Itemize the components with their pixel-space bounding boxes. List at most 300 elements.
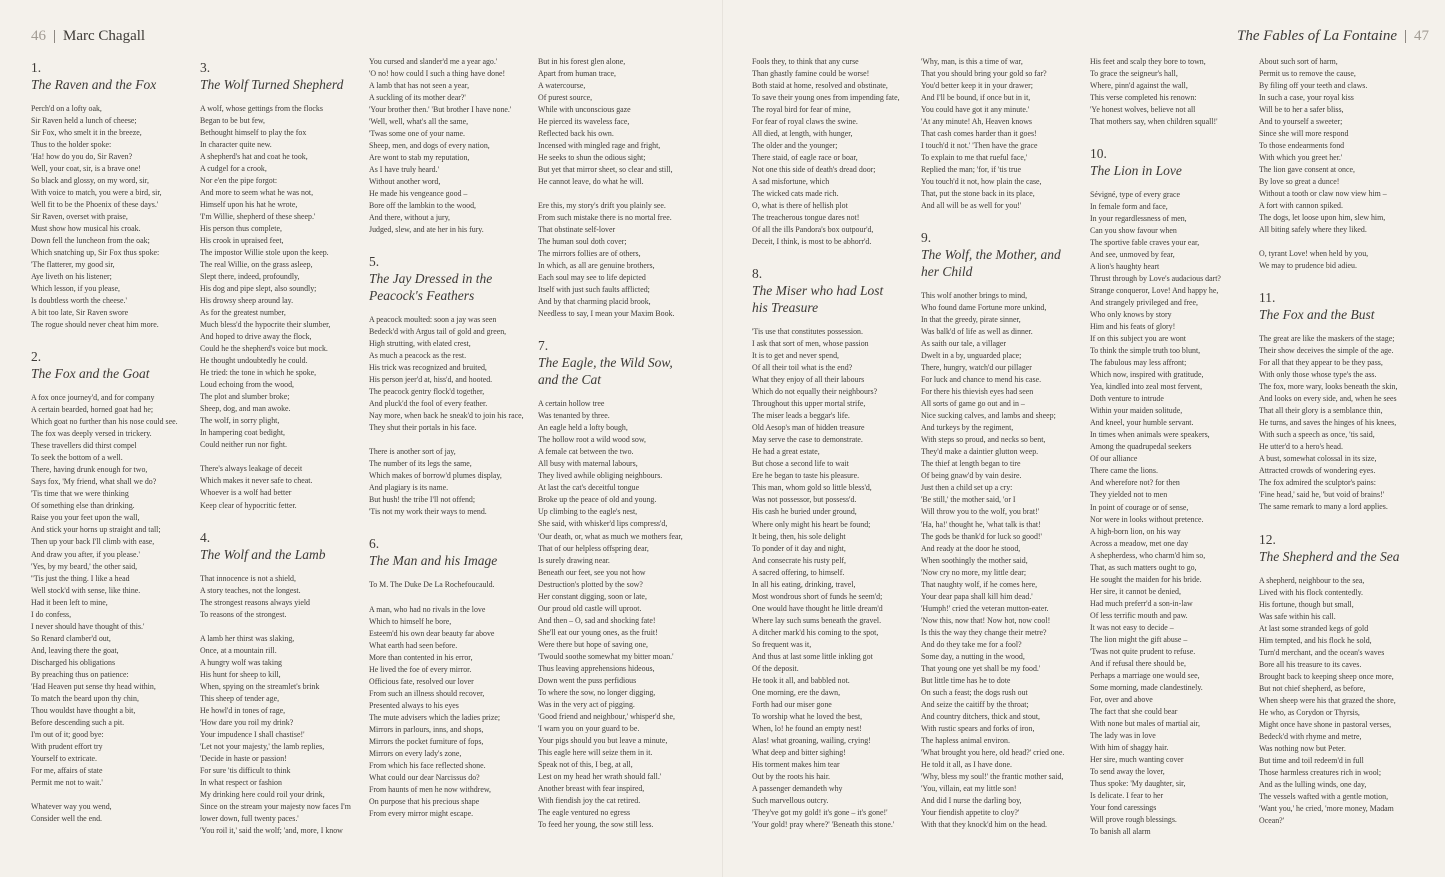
verse-line: Of being gnaw'd by vain desire. <box>921 471 1022 481</box>
verse-line: Your dear papa shall kill him dead.' <box>921 591 1033 601</box>
verse-line: Down fell the luncheon from the oak; <box>31 236 150 246</box>
verse-line: Began to be but few, <box>200 116 266 126</box>
verse-line: A lion's haughty heart <box>1090 262 1160 272</box>
verse-line: His torment makes him tear <box>752 759 840 769</box>
fable <box>752 266 912 831</box>
verse-line: As for the greatest number, <box>200 308 286 318</box>
verse-line: A man, who had no rivals in the love <box>369 604 486 614</box>
left-running-head: Marc Chagall <box>63 28 146 44</box>
verse-line: A watercourse, <box>538 81 586 91</box>
verse-line: Much bless'd the hypocrite their slumber, <box>200 320 331 330</box>
verse-line: Which snatching up, Sir Fox thus spoke: <box>31 248 160 258</box>
verse-line: Perhaps a marriage one would see, <box>1090 670 1200 680</box>
verse-line: 'Let not your majesty,' the lamb replies, <box>200 741 325 751</box>
verse-line: His feet and scalp they bore to town, <box>1090 57 1206 66</box>
verse-line: Of the deposit. <box>752 663 799 673</box>
stanza <box>31 801 191 825</box>
fable-number: 1. <box>31 60 42 75</box>
verse-line: Throughout this upper mortal strife, <box>752 399 866 409</box>
verse-line: 'You, villain, eat my little son! <box>921 783 1017 793</box>
verse-line: His crook in upraised feet, <box>200 236 284 246</box>
verse-line: 'Humph!' cried the veteran mutton-eater. <box>921 603 1049 613</box>
verse-line: You'd better keep it in your drawer; <box>921 81 1033 91</box>
verse-line: By filing off your teeth and claws. <box>1259 81 1368 91</box>
verse-line: Well, your coat, sir, is a brave one! <box>31 164 141 174</box>
verse-line: A story teaches, not the longest. <box>200 585 301 595</box>
verse-line: And all will be as well for you!' <box>921 201 1022 211</box>
verse-line: There's always leakage of deceit <box>200 464 303 474</box>
verse-line: That, put the stone back in its place, <box>921 189 1035 199</box>
verse-line: Most wondrous short of funds he seem'd; <box>752 591 883 601</box>
verse-line: The miser leads a beggar's life. <box>752 411 850 421</box>
verse-line: 'Tis not my work their ways to mend. <box>369 507 487 517</box>
verse-line: With voice to match, you were a bird, sir, <box>31 188 162 198</box>
verse-line: All biting safely where they liked. <box>1259 225 1367 235</box>
verse-line: Judged, slew, and ate her in his fury. <box>369 225 484 235</box>
verse-line: Nor were in looks without pretence. <box>1090 514 1204 524</box>
verse-line: The mirrors follies are of others, <box>538 249 641 259</box>
verse-line: Where lay such sums beneath the gravel. <box>752 615 882 625</box>
verse-line: His cash he buried under ground, <box>752 507 857 517</box>
verse-line: Must show how musical his croak. <box>31 224 141 234</box>
verse-line: O, what is there of hellish plot <box>752 201 848 211</box>
fable-number: 8. <box>752 266 763 282</box>
fable-title: The Fox and the Goat <box>31 366 150 382</box>
verse-line: Her sire, it cannot be denied, <box>1090 586 1181 596</box>
verse-line: To save their young ones from impending fate, <box>752 93 900 103</box>
verse-line: 'The flatterer, my good sir, <box>31 260 115 270</box>
fable-title: The Wolf Turned Shepherd <box>200 77 344 92</box>
fable-number: 2. <box>31 349 42 365</box>
verse-line: Which lesson, if you please, <box>31 284 120 294</box>
verse-line: That you should bring your gold so far? <box>921 69 1047 79</box>
verse-line: Can you show favour when <box>1090 226 1177 236</box>
verse-line: Mirrors in parlours, inns, and shops, <box>369 724 484 734</box>
verse-line: 'Fine head,' said he, 'but void of brains!' <box>1259 490 1385 500</box>
verse-line: And if refusal there should be, <box>1090 658 1186 668</box>
fable-title: The Miser who had Lost his Treasure <box>752 283 884 316</box>
verse-line: 'At any minute! Ah, Heaven knows <box>921 117 1032 127</box>
verse-line: Thrust through by Love's audacious dart? <box>1090 274 1221 284</box>
verse-line: Up climbing to the eagle's nest, <box>538 507 638 517</box>
verse-line: 'Ha, ha!' thought he, 'what talk is that! <box>921 519 1041 529</box>
verse-line: Bethought himself to play the fox <box>200 128 307 138</box>
verse-line: He sought the maiden for his bride. <box>1090 574 1202 584</box>
verse-line: Was tenanted by three. <box>538 411 610 421</box>
verse-line: Esteem'd his own dear beauty far above <box>369 628 495 638</box>
verse-line: And, leaving there the goat, <box>31 645 119 655</box>
verse-line: All sorts of game go out and in – <box>921 399 1025 409</box>
verse-line: Will prove rough blessings. <box>1090 814 1177 824</box>
verse-line: A peacock moulted: soon a jay was seen <box>369 315 497 325</box>
verse-line: The great are like the maskers of the stage; <box>1259 334 1395 344</box>
verse-line: And thus at last some little inkling got <box>752 651 873 661</box>
verse-line: She said, with whisker'd lips compress'd, <box>538 519 668 529</box>
fable <box>31 60 191 331</box>
verse-line: Raise you your feet upon the wall, <box>31 513 140 523</box>
verse-line: By love so great a dunce! <box>1259 177 1340 187</box>
verse-line: A sad misfortune, which <box>752 177 830 187</box>
verse-line: What they enjoy of all their labours <box>752 375 865 385</box>
verse-line: I ask that sort of men, whose passion <box>752 339 869 349</box>
fable <box>31 349 191 825</box>
verse-line: The eagle ventured no egress <box>538 807 631 817</box>
verse-line: From which his face reflected shone. <box>369 760 486 770</box>
right-running-head: The Fables of La Fontaine <box>1236 28 1397 44</box>
verse-line: It being, then, his sole delight <box>752 531 846 541</box>
verse-line: Such marvellous outcry. <box>752 795 829 805</box>
verse-line: Without another word, <box>369 177 441 187</box>
verse-line: That all their glory is a semblance thin, <box>1259 406 1383 416</box>
fable-number: 4. <box>200 529 211 545</box>
verse-line: Was not possessor, but possess'd. <box>752 495 857 505</box>
fable-heading <box>1259 532 1419 565</box>
verse-line: He made his vengeance good – <box>369 189 468 199</box>
verse-line: What earth had seen before. <box>369 640 458 650</box>
verse-line: Among the quadrupedal seekers <box>1090 442 1192 452</box>
verse-line: Before descending such a pit. <box>31 717 125 727</box>
stanza <box>200 633 360 837</box>
verse-line: Lived with his flock contentedly. <box>1259 587 1364 597</box>
fable-title: The Wolf, the Mother, and her Child <box>921 247 1061 280</box>
fable-title: The Wolf and the Lamb <box>200 546 326 562</box>
verse-line: The fabulous may less affront; <box>1090 358 1187 368</box>
verse-line: To M. The Duke De La Rochefoucauld. <box>369 580 495 590</box>
verse-line: To those endearments fond <box>1259 141 1345 151</box>
verse-line: Sévigné, type of every grace <box>1090 190 1181 200</box>
verse-line: Ocean?' <box>1259 815 1285 825</box>
verse-line: 'Our death, or, what as much we mothers fear, <box>538 531 683 541</box>
verse-line: He tried: the tone in which he spoke, <box>200 368 317 378</box>
verse-line: When soothingly the mother said, <box>921 555 1028 565</box>
fable <box>369 56 529 236</box>
verse-line: He howl'd in tones of rage, <box>200 705 286 715</box>
verse-line: My drinking here could roil your drink, <box>200 789 325 799</box>
stanza <box>31 103 191 331</box>
fable-heading <box>921 230 1081 280</box>
verse-line: A hungry wolf was taking <box>200 657 282 667</box>
verse-line: The lady was in love <box>1090 730 1156 740</box>
verse-line: A cudgel for a crook, <box>200 164 267 174</box>
verse-line: This verse completed his renown: <box>1090 93 1197 103</box>
verse-line: Permit me not to wait.' <box>31 777 103 787</box>
verse-line: Some morning, made clandestinely. <box>1090 682 1203 692</box>
verse-line: Sheep, men, and dogs of every nation, <box>369 141 490 151</box>
verse-line: Both staid at home, resolved and obstinate, <box>752 81 888 91</box>
verse-line: Could he the shepherd's voice but mock. <box>200 344 328 354</box>
verse-line: It was not easy to decide – <box>1090 622 1174 632</box>
stanza <box>369 446 529 518</box>
verse-line: Our proud old castle will uproot. <box>538 603 642 613</box>
verse-line: And turkeys by the regiment, <box>921 423 1014 433</box>
verse-line: A female cat between the two. <box>538 447 634 457</box>
verse-line: That naughty wolf, if he comes here, <box>921 579 1038 589</box>
verse-line: The wolf, in sorry plight, <box>200 416 280 426</box>
verse-line: And I'll be bound, if once but in it, <box>921 93 1031 103</box>
verse-line: To ponder of it day and night, <box>752 543 846 553</box>
verse-line: Nor e'en the pipe forgot: <box>200 176 278 186</box>
fable <box>1259 290 1419 513</box>
verse-line: A bit too late, Sir Raven swore <box>31 308 129 318</box>
verse-line: 'Yes, by my beard,' the other said, <box>31 561 138 571</box>
fable-number: 9. <box>921 230 932 246</box>
verse-line: With only those whose type's the ass. <box>1259 370 1377 380</box>
verse-line: With such a speech as once, 'tis said, <box>1259 430 1375 440</box>
text-column <box>1259 56 1419 845</box>
left-page-header <box>31 26 145 46</box>
stanza <box>200 103 360 451</box>
verse-line: And did I nurse the darling boy, <box>921 795 1022 805</box>
text-column <box>200 56 360 855</box>
verse-line: On purpose that his precious shape <box>369 796 480 806</box>
verse-line: If on this subject you are wont <box>1090 334 1186 344</box>
verse-line: The real Willie, on the grass asleep, <box>200 260 313 270</box>
verse-line: He turns, and saves the hinges of his knees, <box>1259 418 1397 428</box>
verse-line: 'They've got my gold! it's gone – it's gone!' <box>752 807 888 817</box>
verse-line: Well stock'd with sense, like thine. <box>31 585 141 595</box>
fable-heading <box>1090 146 1250 179</box>
verse-line: For there his thievish eyes had seen <box>921 387 1034 397</box>
verse-line: Speak not of this, I beg, at all, <box>538 759 633 769</box>
verse-line: The human soul doth cover; <box>538 237 627 247</box>
verse-line: To send away the lover, <box>1090 766 1165 776</box>
verse-line: Slept there, indeed, profoundly, <box>200 272 300 282</box>
fable-title: The Shepherd and the Sea <box>1259 548 1400 564</box>
verse-line: Which goat no further than his nose could see. <box>31 417 178 427</box>
verse-line: And by that charming placid brook, <box>538 297 651 307</box>
verse-line: Your impudence I shall chastise!' <box>200 729 305 739</box>
text-column <box>921 56 1081 849</box>
verse-line: And do they take me for a fool? <box>921 639 1022 649</box>
stanza <box>752 326 912 831</box>
verse-line: From such mistake there is no mortal free. <box>538 213 672 223</box>
verse-line: Of our alliance <box>1090 454 1138 464</box>
verse-line: Which now, inspired with gratitude, <box>1090 370 1204 380</box>
left-page-number: 46 <box>31 28 46 44</box>
stanza <box>1090 189 1250 838</box>
fable <box>200 60 360 512</box>
verse-line: 'Twould soothe somewhat my bitter moan.' <box>538 651 674 661</box>
verse-line: Needless to say, I mean your Maxim Book. <box>538 309 675 319</box>
verse-line: And looks on every side, and, when he sees <box>1259 394 1397 404</box>
verse-line: I'm out of it; good bye: <box>31 729 104 739</box>
stanza <box>200 463 360 511</box>
verse-line: With steps so proud, and necks so bent, <box>921 435 1046 445</box>
verse-line: 'Tis time that we were thinking <box>31 489 129 499</box>
verse-line: 'I warn you on your guard to be. <box>538 723 640 733</box>
verse-line: The fox, more wary, looks beneath the skin, <box>1259 382 1398 392</box>
verse-line: 'Ha! how do you do, Sir Raven? <box>31 152 133 162</box>
verse-line: In such a case, your royal kiss <box>1259 93 1354 103</box>
verse-line: Of all their toil what is the end? <box>752 363 853 373</box>
verse-line: Sir Raven, overset with praise, <box>31 212 128 222</box>
right-page-header <box>1237 26 1429 46</box>
verse-line: So Renard clamber'd out, <box>31 633 111 643</box>
verse-line: The peacock gentry flock'd together, <box>369 387 485 397</box>
verse-line: Bore all his treasure to its caves. <box>1259 659 1362 669</box>
verse-line: I do confess, <box>31 609 72 619</box>
verse-line: 'Good friend and neighbour,' whisper'd she, <box>538 711 675 721</box>
fable <box>752 56 912 248</box>
verse-line: Was nothing now but Peter. <box>1259 743 1346 753</box>
verse-line: A fort with cannon spiked. <box>1259 201 1343 211</box>
verse-line: You cursed and slander'd me a year ago.' <box>369 57 498 66</box>
verse-line: Of purest source, <box>538 93 593 103</box>
verse-line: 'Tis use that constitutes possession. <box>752 327 863 337</box>
verse-line: The older and the younger; <box>752 141 838 151</box>
verse-line: Sir Fox, who smelt it in the breeze, <box>31 128 142 138</box>
verse-line: To where the sow, no longer digging, <box>538 687 656 697</box>
text-column <box>752 56 912 849</box>
verse-line: In point of courage or of sense, <box>1090 502 1189 512</box>
fable <box>538 338 698 831</box>
fable-number: 10. <box>1090 146 1107 162</box>
verse-line: To feed her young, the sow still less. <box>538 819 654 829</box>
verse-line: A shepherdess, who charm'd him so, <box>1090 550 1206 560</box>
verse-line: But little time has he to dote <box>921 675 1011 685</box>
verse-line: Discharged his obligations <box>31 657 116 667</box>
verse-line: He lived the foe of every mirror. <box>369 664 472 674</box>
verse-line: Which makes it never safe to cheat. <box>200 476 313 486</box>
stanza <box>31 392 191 789</box>
verse-line: With none but males of martial air, <box>1090 718 1201 728</box>
verse-line: The fox admired the sculptor's pains: <box>1259 478 1376 488</box>
verse-line: Within your maiden solitude, <box>1090 406 1183 416</box>
verse-line: Thus leaving apprehensions hideous, <box>538 663 655 673</box>
verse-line: And consecrate his rusty pelf, <box>752 555 847 565</box>
verse-line: There, having drunk enough for two, <box>31 465 148 475</box>
verse-line: Incensed with mingled rage and fright, <box>538 141 661 151</box>
verse-line: The same remark to many a lord applies. <box>1259 502 1388 512</box>
verse-line: The sportive fable craves your ear, <box>1090 238 1200 248</box>
verse-line: They lived awhile obliging neighbours. <box>538 471 663 481</box>
verse-line: The plot and slumber broke; <box>200 392 290 402</box>
verse-line: I never should have thought of this.' <box>31 621 145 631</box>
verse-line: Since she will more respond <box>1259 129 1349 139</box>
fable-title: The Raven and the Fox <box>31 77 157 92</box>
verse-line: To match the beard upon thy chin, <box>31 693 139 703</box>
verse-line: 'Why, man, is this a time of war, <box>921 57 1023 66</box>
verse-line: But chose a second life to wait <box>752 459 849 469</box>
verse-line: 'Well, well, what's all the same, <box>369 117 469 127</box>
verse-line: That obstinate self-lover <box>538 225 616 235</box>
verse-line: The strongest reasons always yield <box>200 597 311 607</box>
verse-line: The wicked cats made rich. <box>752 189 839 199</box>
verse-line: There, hungry, watch'd our pillager <box>921 363 1032 373</box>
stanza <box>1090 56 1250 128</box>
verse-line: Well fit to be the Phoenix of these days.' <box>31 200 159 210</box>
verse-line: Beneath our feet, see you not how <box>538 567 646 577</box>
verse-line: ''Tis just the thing. I like a head <box>31 573 130 583</box>
verse-line: Her constant digging, soon or late, <box>538 591 647 601</box>
verse-line: What could our dear Narcissus do? <box>369 772 480 782</box>
fable-heading <box>1259 290 1419 323</box>
verse-line: The dogs, let loose upon him, slew him, <box>1259 213 1386 223</box>
verse-line: For fear of royal claws the swine. <box>752 117 858 127</box>
verse-line: With rustic spears and forks of iron, <box>921 723 1035 733</box>
verse-line: Bedeck'd with rhyme and metre, <box>1259 731 1362 741</box>
verse-line: Forth had our miser gone <box>752 699 832 709</box>
verse-line: Apart from human trace, <box>538 69 616 79</box>
verse-line: The thief at length began to tire <box>921 459 1021 469</box>
verse-line: Strange conqueror, Love! And happy he, <box>1090 286 1219 296</box>
fable-heading <box>752 266 912 316</box>
verse-line: This sheep of tender age, <box>200 693 280 703</box>
verse-line: Turn'd merchant, and the ocean's waves <box>1259 647 1385 657</box>
stanza <box>369 604 529 820</box>
verse-line: For sure 'tis difficult to think <box>200 765 291 775</box>
verse-line: Was safe within his call. <box>1259 611 1336 621</box>
verse-line: His fortune, though but small, <box>1259 599 1354 609</box>
verse-line: Your pigs should you but leave a minute, <box>538 735 668 745</box>
verse-line: 'What brought you here, old head?' cried one. <box>921 747 1065 757</box>
verse-line: As saith our tale, a villager <box>921 339 1007 349</box>
fable-heading <box>369 254 529 304</box>
verse-line: With prudent effort try <box>31 741 103 751</box>
verse-line: Ere this, my story's drift you plainly see. <box>538 201 666 211</box>
verse-line: Which do not equally their neighbours? <box>752 387 878 397</box>
fable <box>1259 56 1419 272</box>
verse-line: This man, whom gold so little bless'd, <box>752 483 872 493</box>
verse-line: Sir Raven held a lunch of cheese; <box>31 116 137 126</box>
verse-line: That young one yet shall be my food.' <box>921 663 1041 673</box>
verse-line: Permit us to remove the cause, <box>1259 69 1356 79</box>
verse-line: Without a tooth or claw now view him – <box>1259 189 1387 199</box>
verse-line: While with unconscious gaze <box>538 105 631 115</box>
verse-line: As I have truly heard.' <box>369 165 440 175</box>
verse-line: Who only knows by story <box>1090 310 1172 320</box>
text-column <box>31 56 191 843</box>
verse-line: And seize the caitiff by the throat; <box>921 699 1029 709</box>
verse-line: Mirrors on every lady's zone, <box>369 748 462 758</box>
verse-line: To think the simple truth too blunt, <box>1090 346 1201 356</box>
verse-line: Thus to the holder spoke: <box>31 140 112 150</box>
verse-line: Broke up the peace of old and young. <box>538 495 657 505</box>
verse-line: Not one this side of death's dread door; <box>752 165 876 175</box>
fable-heading <box>31 60 191 93</box>
right-page-number: 47 <box>1414 28 1429 44</box>
stanza <box>752 56 912 248</box>
verse-line: A lamb her thirst was slaking, <box>200 633 295 643</box>
verse-line: There came the lions. <box>1090 466 1158 476</box>
verse-line: Loud echoing from the wood, <box>200 380 295 390</box>
verse-line: But not chief shepherd, as before, <box>1259 683 1366 693</box>
verse-line: But time and toil redeem'd in full <box>1259 755 1364 765</box>
verse-line: Says fox, 'My friend, what shall we do? <box>31 477 157 487</box>
verse-line: Across a meadow, met one day <box>1090 538 1189 548</box>
fable <box>921 56 1081 212</box>
stanza <box>369 314 529 434</box>
verse-line: In what respect or fashion <box>200 777 282 787</box>
verse-line: And more to seem what he was not, <box>200 188 314 198</box>
verse-line: Was in the very act of pigging. <box>538 699 635 709</box>
verse-line: In character quite new. <box>200 140 272 150</box>
text-column <box>538 56 698 849</box>
fable-number: 7. <box>538 338 549 354</box>
fable-heading <box>538 338 698 388</box>
verse-line: Alas! what groaning, wailing, crying! <box>752 735 871 745</box>
verse-line: To worship what he loved the best, <box>752 711 863 721</box>
verse-line: He took it all, and babbled not. <box>752 675 850 685</box>
verse-line: Nay more, when back he sneak'd to join his race, <box>369 411 524 421</box>
verse-line: Are wont to stab my reputation, <box>369 153 470 163</box>
verse-line: Where only might his heart be found; <box>752 519 871 529</box>
verse-line: Presented always to his eyes <box>369 700 459 710</box>
fable-heading <box>369 536 529 569</box>
verse-line: Down went the puss perfidious <box>538 675 637 685</box>
verse-line: Which makes of borrow'd plumes display, <box>369 471 502 481</box>
verse-line: When, lo! he found an empty nest! <box>752 723 862 733</box>
